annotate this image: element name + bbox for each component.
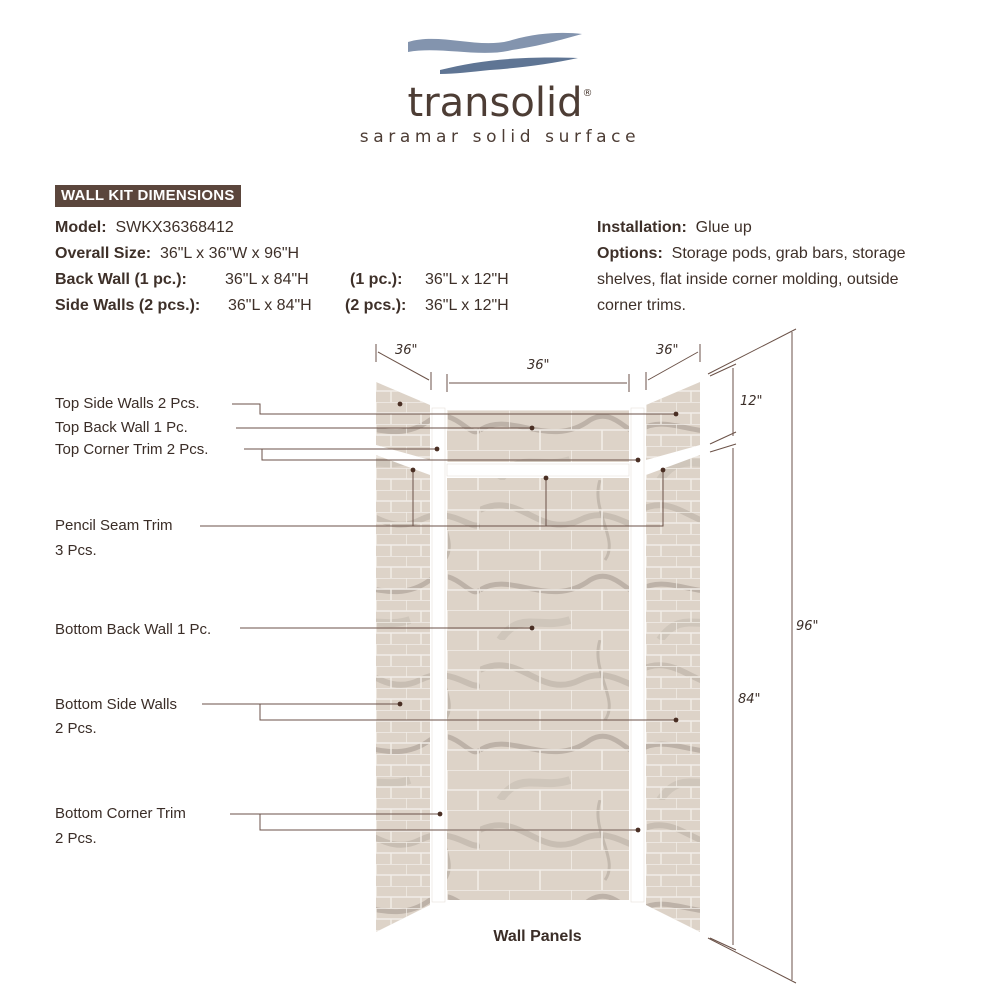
dimension-left-width: 36" (395, 343, 418, 358)
callout-top-back-wall: Top Back Wall 1 Pc. (55, 419, 188, 436)
callout-bottom-back-wall: Bottom Back Wall 1 Pc. (55, 621, 212, 638)
spec-options-line2: shelves, flat inside corner molding, outside (597, 271, 899, 288)
pencil-seam-trim (447, 464, 629, 476)
spec-options: Options: Storage pods, grab bars, storage (597, 245, 906, 262)
callout-top-corner-trim: Top Corner Trim 2 Pcs. (55, 441, 209, 458)
spec-overall-size: Overall Size: 36"L x 36"W x 96"H (55, 245, 300, 262)
spec-side-walls: Side Walls (2 pcs.): (55, 297, 201, 314)
left-corner-trim (432, 408, 445, 902)
diagram-caption: Wall Panels (493, 928, 582, 945)
spec-back-wall-value: 36"L x 84"H (225, 271, 309, 288)
brand-name: transolid® (407, 80, 593, 126)
callout-pencil-seam-qty: 3 Pcs. (55, 542, 97, 559)
callout-bottom-side-walls: Bottom Side Walls (55, 696, 177, 713)
callout-bottom-corner-trim: Bottom Corner Trim (55, 805, 186, 822)
callout-bottom-corner-trim-qty: 2 Pcs. (55, 830, 97, 847)
dimension-right-width: 36" (656, 343, 679, 358)
spec-model: Model: SWKX36368412 (55, 219, 234, 236)
spec-back-top-label: (1 pc.): (350, 271, 403, 288)
spec-back-wall: Back Wall (1 pc.): (55, 271, 187, 288)
spec-installation: Installation: Glue up (597, 219, 752, 236)
spec-side-walls-value: 36"L x 84"H (228, 297, 312, 314)
callout-pencil-seam-trim: Pencil Seam Trim (55, 517, 173, 534)
dimension-top-height: 12" (740, 394, 763, 409)
dimension-bottom-height: 84" (738, 692, 761, 707)
spec-side-top-value: 36"L x 12"H (425, 297, 509, 314)
brand-tagline: saramar solid surface (359, 127, 641, 147)
spec-back-top-value: 36"L x 12"H (425, 271, 509, 288)
spec-side-top-label: (2 pcs.): (345, 297, 407, 314)
dimension-back-width: 36" (527, 358, 550, 373)
callout-top-side-walls: Top Side Walls 2 Pcs. (55, 395, 200, 412)
dimension-total-height: 96" (796, 619, 819, 634)
callout-bottom-side-walls-qty: 2 Pcs. (55, 720, 97, 737)
spec-options-line3: corner trims. (597, 297, 686, 314)
section-title: WALL KIT DIMENSIONS (55, 185, 241, 207)
